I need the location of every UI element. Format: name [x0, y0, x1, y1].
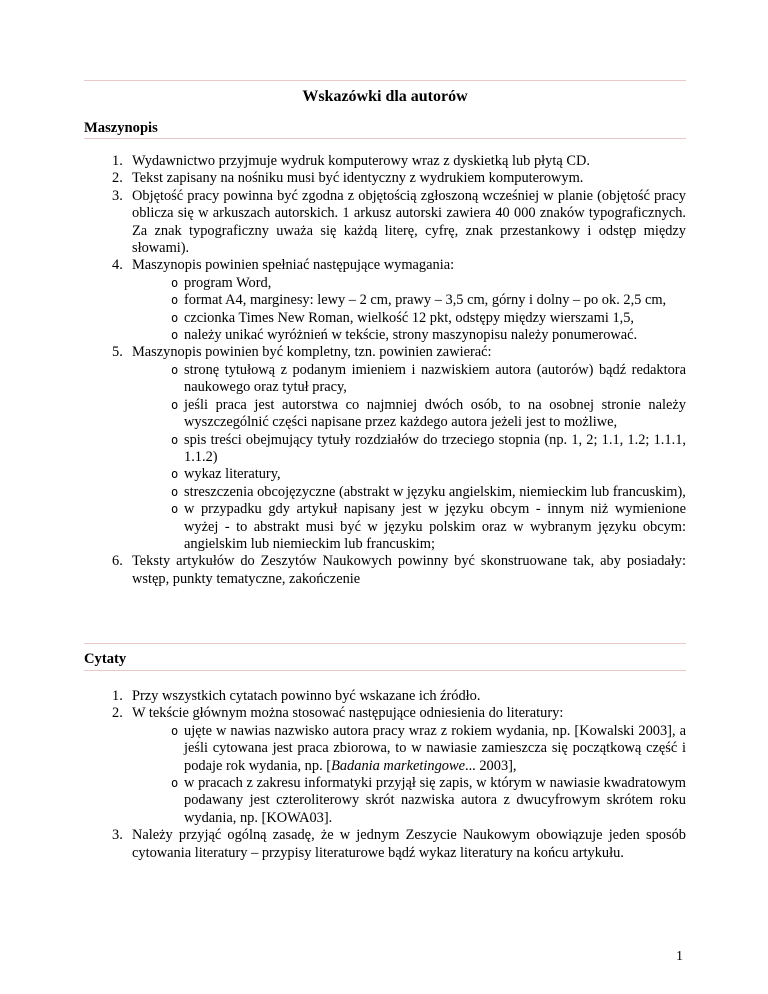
list-number: 3. [112, 827, 123, 844]
bullet-icon: o [171, 275, 179, 290]
bullet-icon: o [171, 484, 179, 499]
bullet-icon: o [171, 397, 179, 412]
list-item [84, 705, 686, 827]
sub-list-item [84, 275, 686, 292]
list-item-text: Należy przyjąć ogólną zasadę, że w jednym Zeszycie Naukowym obowiązuje jeden sposób cytowania literatury – przypisy literaturowe bądź wykaz literatury na końcu artykułu. [132, 827, 686, 861]
sub-list-item [84, 310, 686, 327]
bullet-icon: o [171, 502, 179, 517]
section-heading-maszynopis: Maszynopis [84, 120, 158, 136]
list-item-text: Przy wszystkich cytatach powinno być wskazane ich źródło. [132, 688, 481, 704]
list-item [84, 827, 686, 862]
section-heading-cytaty: Cytaty [84, 651, 127, 667]
list-number: 5. [112, 344, 123, 361]
sub-list [84, 723, 686, 827]
sub-item-text: spis treści obejmujący tytuły rozdziałów do trzeciego stopnia (np. 1, 2; 1.1, 1.2; 1.1.1, 1.1.2) [184, 431, 686, 465]
sub-list-item [84, 292, 686, 309]
sub-list-item [84, 397, 686, 432]
bullet-icon: o [171, 776, 179, 791]
divider [84, 80, 686, 81]
sub-item-text: wykaz literatury, [184, 466, 281, 483]
sub-list-item [84, 775, 686, 827]
list-number: 6. [112, 553, 123, 570]
list-number: 1. [112, 153, 123, 169]
sub-list-item [84, 501, 686, 553]
sub-item-text: w pracach z zakresu informatyki przyjął się zapis, w którym w nawiasie kwadratowym podawany jest czteroliterowy skrót nazwiska autora z dwucyfrowym skrótem roku wydania, np. [KOWA03]. [184, 775, 686, 826]
sub-item-text: ujęte w nawias nazwisko autora pracy wraz z rokiem wydania, np. [Kowalski 2003], a jeśli cytowana jest praca zbiorowa, to w nawiasie zamieszcza się początkową część i podaje rok wydania, np. [ [184, 722, 686, 774]
bullet-icon: o [171, 723, 179, 738]
bullet-icon: o [171, 310, 179, 325]
bullet-icon: o [171, 432, 179, 447]
page-number: 1 [676, 949, 683, 964]
list-item [84, 344, 686, 553]
list-item [84, 257, 686, 344]
sub-item-text: program Word, [184, 274, 272, 291]
sub-list-item [84, 327, 686, 344]
list-item [84, 188, 686, 258]
list-item [84, 170, 686, 187]
sub-list [84, 275, 686, 345]
list-item [84, 553, 686, 588]
list-item [84, 153, 686, 170]
divider [84, 138, 686, 139]
sub-item-text: należy unikać wyróżnień w tekście, strony maszynopisu należy ponumerować. [184, 327, 638, 344]
sub-list-item [84, 432, 686, 467]
sub-item-italic: Badania marketingowe [331, 757, 465, 774]
list-item-text: Objętość pracy powinna być zgodna z objętością zgłoszoną wcześniej w planie (objętość pracy oblicza się w arkuszach autorskich. 1 arkusz autorski zawiera 40 000 znaków typograficznych. Za znak typograficzny uważa się każdą literę, cyfrę, znak przestankowy i odstęp między słowami). [132, 187, 686, 257]
sub-list-item [84, 484, 686, 501]
bullet-icon: o [171, 467, 179, 482]
sub-item-text: format A4, marginesy: lewy – 2 cm, prawy – 3,5 cm, górny i dolny – po ok. 2,5 cm, [184, 292, 667, 309]
document-title: Wskazówki dla autorów [302, 88, 468, 105]
divider [84, 643, 686, 644]
sub-item-text: ... 2003], [464, 757, 517, 774]
list-number: 2. [112, 705, 123, 722]
list-item-text: Maszynopis powinien spełniać następujące wymagania: [132, 257, 455, 274]
sub-list-item [84, 362, 686, 397]
bullet-icon: o [171, 362, 179, 377]
sub-item-text: czcionka Times New Roman, wielkość 12 pkt, odstępy między wierszami 1,5, [184, 309, 635, 326]
sub-item-text: stronę tytułową z podanym imieniem i nazwiskiem autora (autorów) bądź redaktora naukowego oraz tytuł pracy, [184, 361, 686, 396]
list-item-text: Wydawnictwo przyjmuje wydruk komputerowy wraz z dyskietką lub płytą CD. [132, 153, 590, 169]
sub-list-item [84, 723, 686, 775]
maszynopis-list [84, 153, 686, 588]
list-number: 2. [112, 170, 123, 187]
list-item-text: Tekst zapisany na nośniku musi być identyczny z wydrukiem komputerowym. [132, 170, 584, 187]
list-number: 1. [112, 688, 123, 704]
bullet-icon: o [171, 293, 179, 308]
list-item-text: Teksty artykułów do Zeszytów Naukowych powinny być skonstruowane tak, aby posiadały: wstęp, punkty tematyczne, zakończenie [132, 553, 686, 587]
divider [84, 670, 686, 671]
cytaty-list [84, 688, 686, 862]
bullet-icon: o [171, 328, 179, 343]
sub-item-text: jeśli praca jest autorstwa co najmniej dwóch osób, to na osobnej stronie należy wyszczególnić części napisane przez każdego autora jeżeli jest to możliwe, [184, 396, 686, 431]
list-item-text: Maszynopis powinien być kompletny, tzn. powinien zawierać: [132, 344, 492, 361]
list-number: 3. [112, 187, 123, 204]
list-item-text: W tekście głównym można stosować następujące odniesienia do literatury: [132, 705, 564, 722]
sub-list [84, 362, 686, 553]
list-number: 4. [112, 257, 123, 274]
list-item [84, 688, 686, 705]
sub-item-text: streszczenia obcojęzyczne (abstrakt w języku angielskim, niemieckim lub francuskim), [184, 483, 686, 500]
sub-list-item [84, 466, 686, 483]
sub-item-text: w przypadku gdy artykuł napisany jest w języku obcym - innym niż wymienione wyżej - to abstrakt musi być w języku polskim oraz w wybranym języku obcym: angielskim lub niemieckim lub francuskim; [184, 501, 686, 552]
